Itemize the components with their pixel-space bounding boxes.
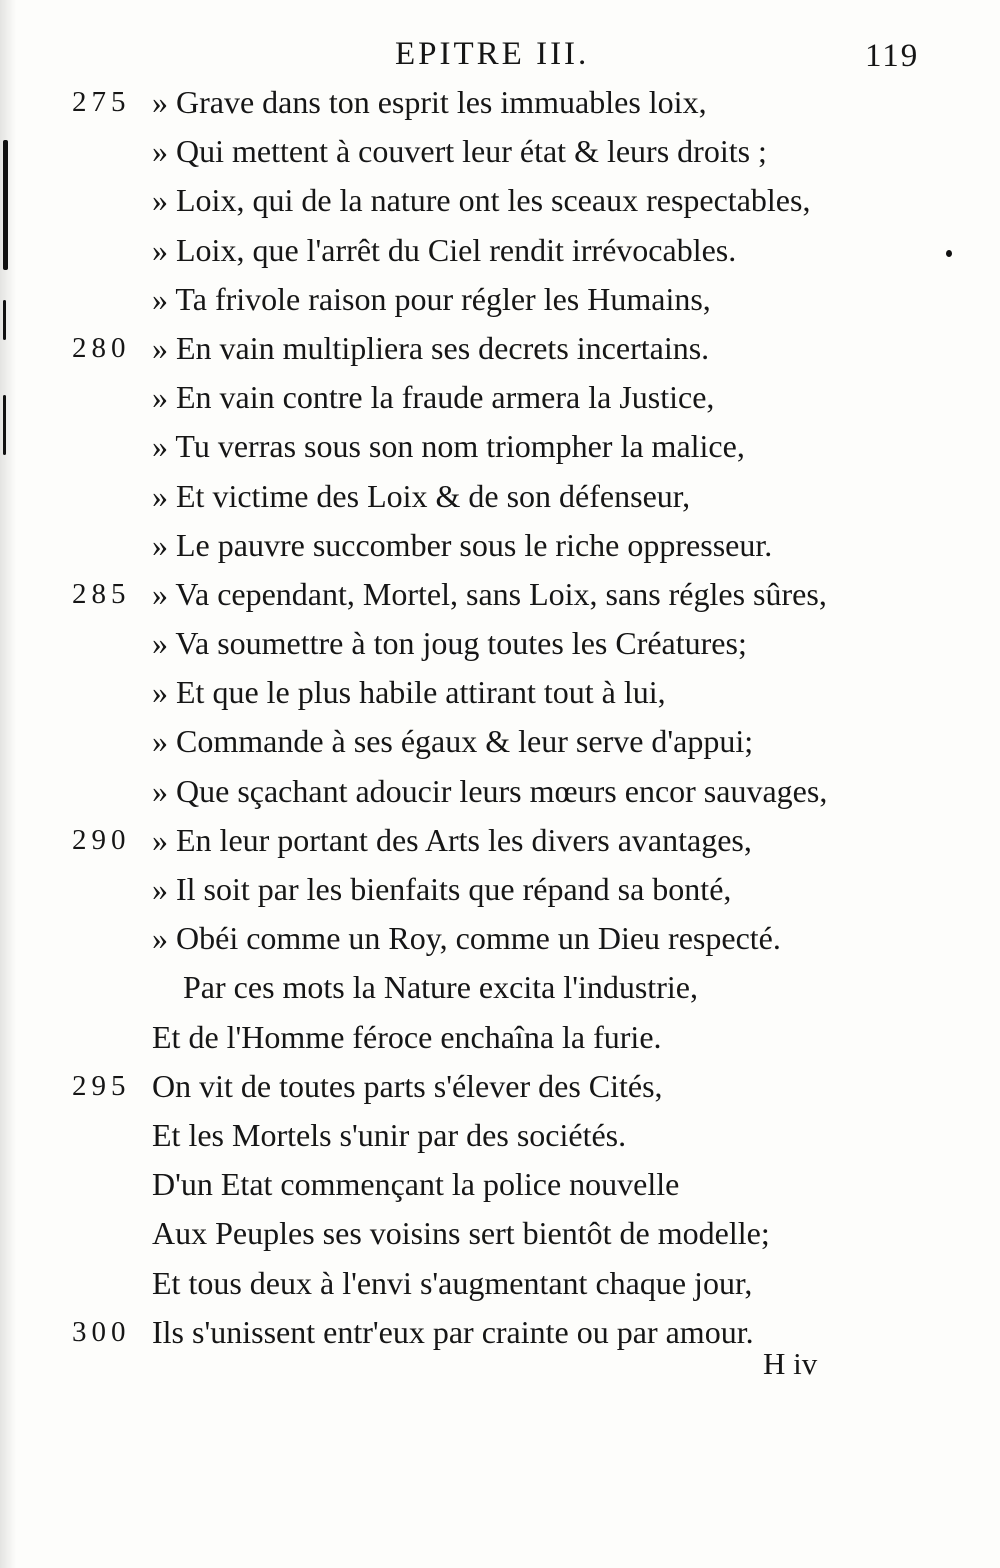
ink-speck — [946, 250, 952, 257]
verse-text: » Tu verras sous son nom triompher la malice, — [152, 428, 745, 465]
verse-line — [0, 816, 1000, 865]
page-number: 119 — [865, 38, 920, 74]
verse-text: » Qui mettent à couvert leur état & leurs droits ; — [152, 133, 767, 170]
verse-text: » Et que le plus habile attirant tout à lui, — [152, 674, 666, 711]
verse-line — [0, 422, 1000, 471]
verse-line — [0, 1209, 1000, 1258]
running-title: EPITRE III. — [395, 36, 590, 72]
verse-text: Et tous deux à l'envi s'augmentant chaque jour, — [152, 1264, 753, 1301]
verse-line — [0, 570, 1000, 619]
verse-line — [0, 521, 1000, 570]
verse-line — [0, 1013, 1000, 1062]
verse-line — [0, 226, 1000, 275]
signature-mark: H iv — [763, 1346, 818, 1381]
verse-line — [0, 1308, 1000, 1357]
verse-line — [0, 717, 1000, 766]
verse-text: » Que sçachant adoucir leurs mœurs encor sauvages, — [152, 772, 828, 809]
verse-line — [0, 78, 1000, 127]
line-number: 295 — [72, 1069, 131, 1102]
verse-text: » Et victime des Loix & de son défenseur, — [152, 477, 691, 514]
verse-line — [0, 767, 1000, 816]
verse-text: Ils s'unissent entr'eux par crainte ou par amour. — [152, 1313, 754, 1350]
verse-text: » Ta frivole raison pour régler les Humains, — [152, 280, 711, 317]
verse-text: » Va cependant, Mortel, sans Loix, sans régles sûres, — [152, 575, 827, 612]
verse-text: » Loix, qui de la nature ont les sceaux respectables, — [152, 182, 811, 219]
verse-text: » Il soit par les bienfaits que répand sa bonté, — [152, 871, 732, 907]
verse-line — [0, 127, 1000, 176]
verse-text: » En vain contre la fraude armera la Justice, — [152, 379, 715, 416]
verse-text: » En leur portant des Arts les divers avantages, — [152, 821, 752, 858]
verse-text: Et les Mortels s'unir par des sociétés. — [152, 1116, 627, 1153]
verse-line — [0, 914, 1000, 963]
verse-text: D'un Etat commençant la police nouvelle — [152, 1166, 680, 1203]
verse-line — [0, 668, 1000, 717]
verse-text: » Le pauvre succomber sous le riche oppresseur. — [152, 526, 773, 563]
verse-text: » Loix, que l'arrêt du Ciel rendit irrévocables. — [152, 231, 737, 268]
line-number: 275 — [72, 86, 131, 118]
verse-text: Par ces mots la Nature excita l'industrie, — [183, 969, 698, 1006]
verse-text: » Grave dans ton esprit les immuables loix, — [152, 84, 707, 120]
verse-text: » Commande à ses égaux & leur serve d'appui; — [152, 723, 754, 760]
verse-line — [0, 1259, 1000, 1308]
verse-line — [0, 963, 1000, 1012]
verse-line — [0, 472, 1000, 521]
verse-text: » En vain multipliera ses decrets incertains. — [152, 329, 710, 366]
verse-text: » Obéi comme un Roy, comme un Dieu respecté. — [152, 920, 781, 957]
verse-block — [0, 78, 1000, 1357]
verse-line — [0, 275, 1000, 324]
line-number: 280 — [72, 331, 131, 364]
verse-text: Aux Peuples ses voisins sert bientôt de modelle; — [152, 1215, 770, 1252]
verse-line — [0, 324, 1000, 373]
verse-text: Et de l'Homme féroce enchaîna la furie. — [152, 1018, 662, 1055]
line-number: 300 — [72, 1315, 131, 1348]
verse-line — [0, 1160, 1000, 1209]
verse-line — [0, 619, 1000, 668]
verse-text: On vit de toutes parts s'élever des Cités, — [152, 1067, 663, 1104]
line-number: 290 — [72, 823, 131, 856]
verse-line — [0, 373, 1000, 422]
line-number: 285 — [72, 577, 131, 610]
verse-line — [0, 176, 1000, 225]
verse-line — [0, 865, 1000, 914]
verse-line — [0, 1062, 1000, 1111]
verse-text: » Va soumettre à ton joug toutes les Créatures; — [152, 625, 747, 662]
verse-line — [0, 1111, 1000, 1160]
